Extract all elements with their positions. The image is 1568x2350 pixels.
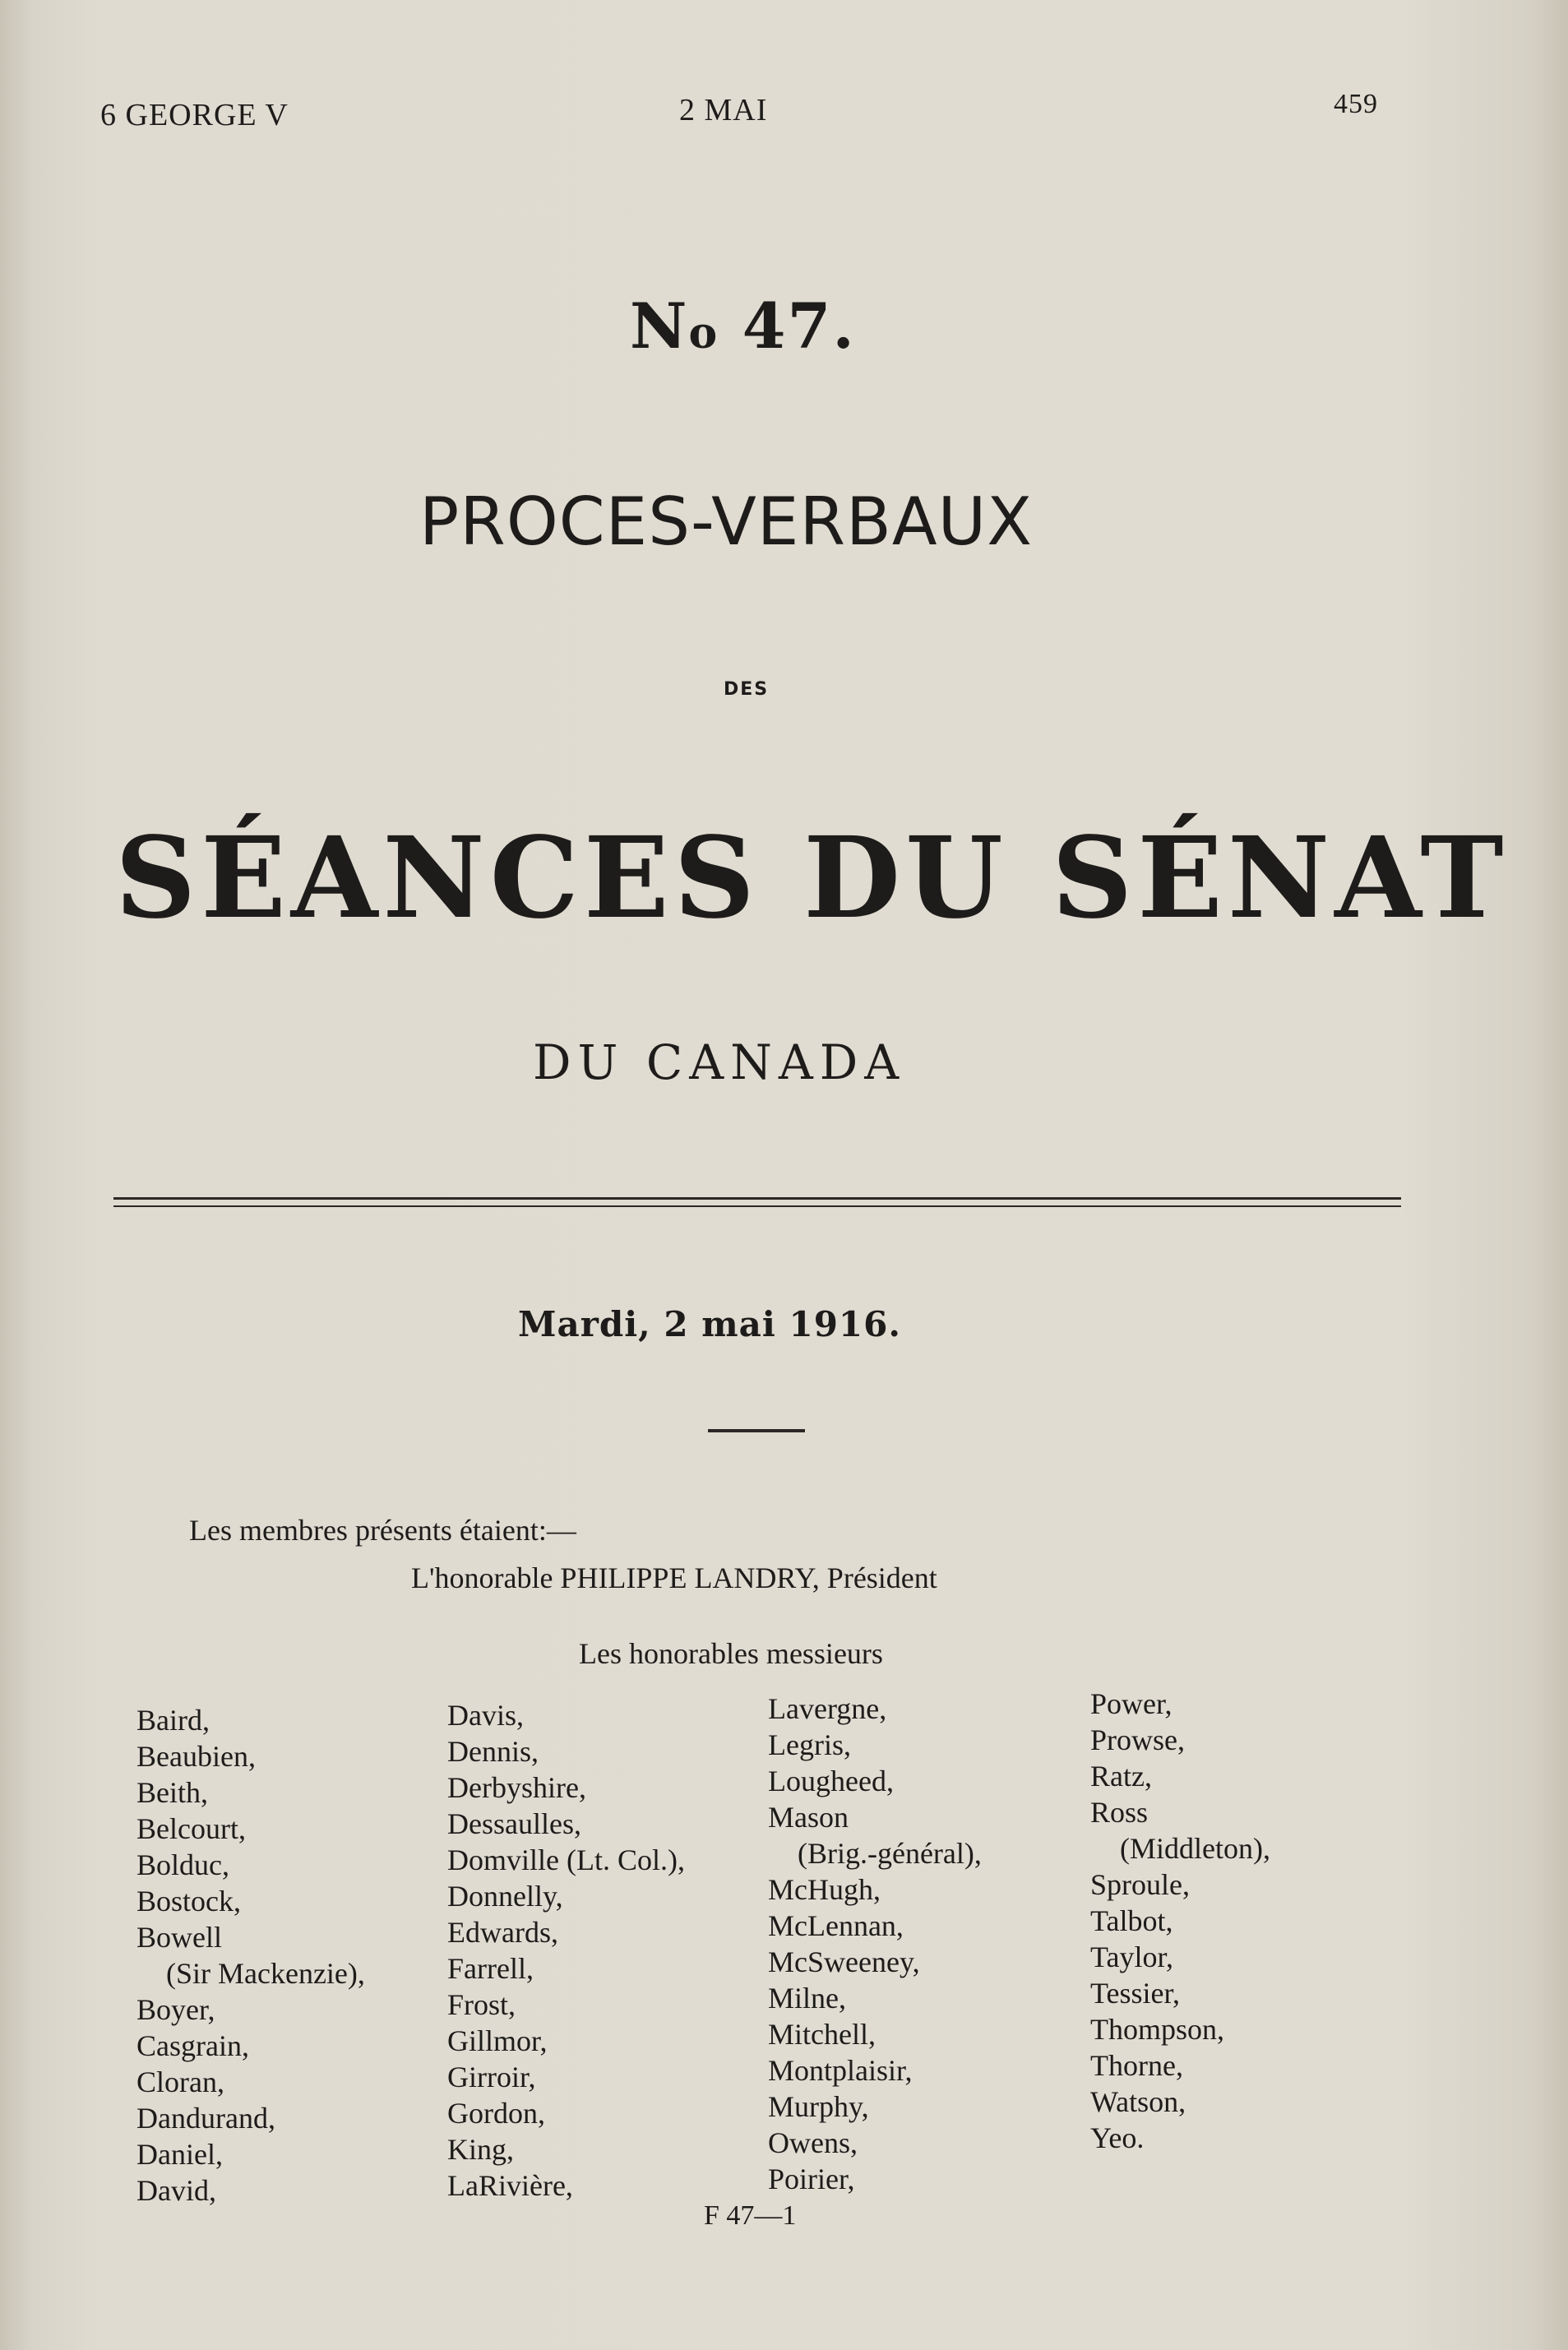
member-name: Frost, xyxy=(447,1988,516,2021)
session-date: Mardi, 2 mai 1916. xyxy=(518,1304,901,1344)
member-name: Domville (Lt. Col.), xyxy=(447,1843,685,1876)
member-name: Davis, xyxy=(447,1699,524,1732)
member-name: LaRivière, xyxy=(447,2169,573,2202)
member-name: Dessaulles, xyxy=(447,1807,581,1840)
member-name: Dennis, xyxy=(447,1735,539,1768)
members-column-3 xyxy=(768,1691,982,2197)
member-name: McSweeney, xyxy=(768,1945,920,1978)
member-name: David, xyxy=(136,2174,216,2207)
title-seances-du-senat: SÉANCES DU SÉNAT xyxy=(115,812,1509,944)
issue-number-value: 47. xyxy=(742,289,856,363)
president-line: L'honorable PHILIPPE LANDRY, Président xyxy=(411,1561,937,1594)
member-name: Dandurand, xyxy=(136,2102,275,2135)
member-name: Derbyshire, xyxy=(447,1771,586,1804)
running-header-center: 2 MAI xyxy=(679,93,768,127)
member-name: Poirier, xyxy=(768,2163,855,2195)
member-name: Daniel, xyxy=(136,2138,223,2171)
divider-rule-bottom xyxy=(113,1205,1401,1207)
member-name: Tessier, xyxy=(1090,1977,1181,2010)
member-name: Cloran, xyxy=(136,2066,224,2098)
running-header-left: 6 GEORGE V xyxy=(100,98,289,132)
member-name: McHugh, xyxy=(768,1873,881,1906)
member-name: Murphy, xyxy=(768,2090,869,2123)
member-name-continuation: (Brig.-général), xyxy=(798,1837,982,1870)
member-name: Montplaisir, xyxy=(768,2054,913,2087)
members-column-2 xyxy=(447,1697,685,2204)
page-number: 459 xyxy=(1334,89,1378,119)
member-name: Watson, xyxy=(1090,2085,1186,2118)
member-name: Baird, xyxy=(136,1704,210,1737)
member-name: Bostock, xyxy=(136,1885,242,1917)
member-name: Casgrain, xyxy=(136,2029,249,2062)
member-name: Sproule, xyxy=(1090,1868,1190,1901)
member-name-continuation: (Middleton), xyxy=(1120,1832,1270,1865)
member-name: Mitchell, xyxy=(768,2018,876,2051)
issue-number-prefix-n: N xyxy=(630,289,689,363)
member-name: Gillmor, xyxy=(447,2024,548,2057)
member-name: Beith, xyxy=(136,1776,208,1809)
member-name: Taylor, xyxy=(1090,1941,1174,1973)
member-name: Beaubien, xyxy=(136,1740,256,1773)
member-name: Bolduc, xyxy=(136,1848,229,1881)
divider-short-rule xyxy=(708,1429,805,1432)
member-name: Lougheed, xyxy=(768,1765,894,1797)
messieurs-line: Les honorables messieurs xyxy=(579,1637,883,1670)
signature-mark: F 47—1 xyxy=(704,2200,797,2231)
title-des: DES xyxy=(724,679,770,700)
issue-number-prefix-o: o xyxy=(688,308,719,359)
member-name: Mason xyxy=(768,1801,849,1834)
title-proces-verbaux: PROCES-VERBAUX xyxy=(419,483,1033,560)
member-name: Thorne, xyxy=(1090,2049,1183,2082)
member-name: Prowse, xyxy=(1090,1723,1185,1756)
member-name: Gordon, xyxy=(447,2097,545,2130)
member-name: Boyer, xyxy=(136,1993,215,2026)
issue-number xyxy=(630,289,856,363)
member-name: Girroir, xyxy=(447,2061,536,2093)
members-column-4 xyxy=(1090,1686,1270,2156)
title-du-canada: DU CANADA xyxy=(533,1034,906,1090)
member-name: Ross xyxy=(1090,1796,1149,1829)
member-name: Thompson, xyxy=(1090,2013,1225,2046)
member-name: Donnelly, xyxy=(447,1880,563,1913)
members-intro: Les membres présents étaient:— xyxy=(189,1514,576,1547)
member-name: King, xyxy=(447,2133,514,2166)
member-name: Farrell, xyxy=(447,1952,534,1985)
member-name: Power, xyxy=(1090,1687,1173,1720)
member-name: Yeo. xyxy=(1090,2121,1145,2154)
member-name: Owens, xyxy=(768,2126,858,2159)
member-name: McLennan, xyxy=(768,1909,904,1942)
member-name: Talbot, xyxy=(1090,1904,1173,1937)
member-name: Legris, xyxy=(768,1728,851,1761)
divider-rule-top xyxy=(113,1197,1401,1200)
member-name: Ratz, xyxy=(1090,1760,1152,1793)
member-name: Bowell xyxy=(136,1921,222,1954)
member-name: Edwards, xyxy=(447,1916,558,1949)
member-name-continuation: (Sir Mackenzie), xyxy=(166,1957,365,1990)
members-column-1 xyxy=(136,1702,365,2209)
member-name: Milne, xyxy=(768,1982,846,2015)
member-name: Belcourt, xyxy=(136,1812,246,1845)
member-name: Lavergne, xyxy=(768,1692,887,1725)
